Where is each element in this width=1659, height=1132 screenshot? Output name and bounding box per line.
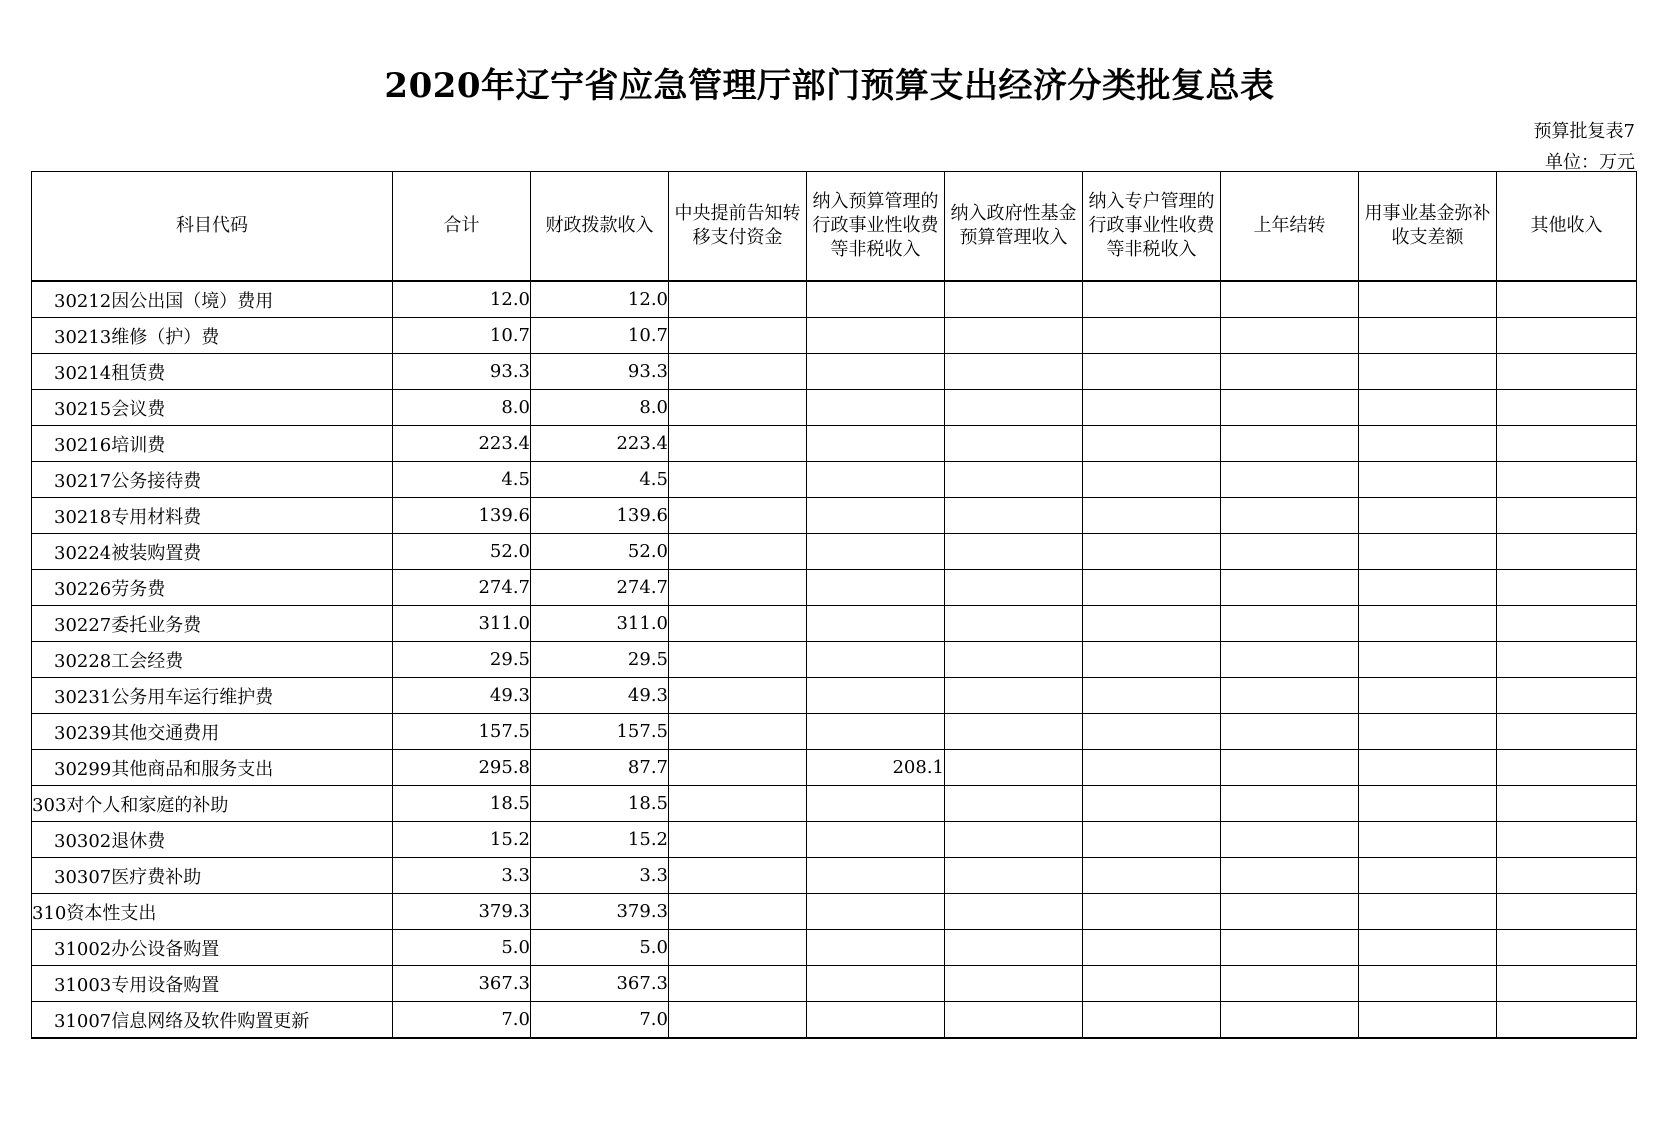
table-row [32, 390, 1637, 426]
row-value-cell [1221, 281, 1359, 318]
row-value-cell [945, 750, 1083, 786]
row-value-cell [1083, 642, 1221, 678]
row-code-cell: 30299其他商品和服务支出 [32, 750, 393, 786]
row-value-cell [669, 534, 807, 570]
column-header-label: 中央提前告知转移支付资金 [674, 203, 801, 248]
row-value-cell [1083, 354, 1221, 390]
row-value-cell [807, 678, 945, 714]
row-value-cell [1083, 714, 1221, 750]
table-row [32, 894, 1637, 930]
row-value-cell [945, 426, 1083, 462]
row-value-cell [669, 822, 807, 858]
row-value-cell: 4.5 [531, 462, 669, 498]
row-value-cell [1221, 786, 1359, 822]
table-row [32, 462, 1637, 498]
row-value-cell [1359, 714, 1497, 750]
row-value-cell [1083, 930, 1221, 966]
row-value-cell [1497, 714, 1637, 750]
row-value-cell [1497, 786, 1637, 822]
table-row [32, 786, 1637, 822]
row-value-cell: 93.3 [393, 354, 531, 390]
row-value-cell [669, 498, 807, 534]
column-header-gov-fund [945, 172, 1083, 282]
row-value-cell [807, 390, 945, 426]
row-value-cell [1497, 930, 1637, 966]
row-value-cell [669, 462, 807, 498]
column-header-total [393, 172, 531, 282]
row-value-cell: 139.6 [393, 498, 531, 534]
row-value-cell: 274.7 [531, 570, 669, 606]
row-code-cell: 30214租赁费 [32, 354, 393, 390]
row-value-cell [807, 894, 945, 930]
row-value-cell: 8.0 [531, 390, 669, 426]
row-value-cell [1359, 858, 1497, 894]
row-value-cell [1083, 678, 1221, 714]
row-value-cell [1359, 678, 1497, 714]
column-header-fiscal-allocation [531, 172, 669, 282]
row-value-cell [669, 354, 807, 390]
row-value-cell: 223.4 [393, 426, 531, 462]
table-row [32, 966, 1637, 1002]
row-value-cell [1359, 426, 1497, 462]
row-value-cell [807, 462, 945, 498]
table-row [32, 426, 1637, 462]
row-code-cell: 30227委托业务费 [32, 606, 393, 642]
column-header-label: 纳入政府性基金预算管理收入 [950, 203, 1077, 248]
row-value-cell [1221, 426, 1359, 462]
row-code-cell: 30302退休费 [32, 822, 393, 858]
row-value-cell [669, 642, 807, 678]
row-value-cell [1497, 894, 1637, 930]
row-value-cell [807, 822, 945, 858]
row-code-cell: 30239其他交通费用 [32, 714, 393, 750]
column-header-label: 纳入专户管理的行政事业性收费等非税收入 [1088, 191, 1215, 260]
row-value-cell [945, 498, 1083, 534]
row-value-cell: 18.5 [393, 786, 531, 822]
row-value-cell [1083, 894, 1221, 930]
row-value-cell [807, 281, 945, 318]
row-value-cell [669, 281, 807, 318]
row-value-cell [1497, 606, 1637, 642]
row-value-cell: 52.0 [531, 534, 669, 570]
table-row [32, 606, 1637, 642]
unit-label: 单位：万元 [1545, 152, 1635, 173]
row-value-cell [669, 678, 807, 714]
row-value-cell: 379.3 [393, 894, 531, 930]
table-row [32, 534, 1637, 570]
row-value-cell [1497, 570, 1637, 606]
row-value-cell [1083, 1002, 1221, 1039]
row-code-cell: 310资本性支出 [32, 894, 393, 930]
row-value-cell: 52.0 [393, 534, 531, 570]
row-value-cell [1359, 534, 1497, 570]
row-value-cell: 223.4 [531, 426, 669, 462]
form-label: 预算批复表7 [1533, 121, 1635, 142]
row-value-cell: 15.2 [531, 822, 669, 858]
row-value-cell: 29.5 [531, 642, 669, 678]
table-body [32, 281, 1637, 1038]
row-value-cell [1083, 786, 1221, 822]
row-value-cell [945, 786, 1083, 822]
row-value-cell: 7.0 [531, 1002, 669, 1039]
row-value-cell [1497, 318, 1637, 354]
row-value-cell [1359, 354, 1497, 390]
row-value-cell [1497, 822, 1637, 858]
row-value-cell [1221, 822, 1359, 858]
row-value-cell [945, 354, 1083, 390]
row-value-cell [669, 570, 807, 606]
row-value-cell [807, 570, 945, 606]
row-value-cell [1359, 390, 1497, 426]
row-value-cell [807, 498, 945, 534]
row-value-cell: 87.7 [531, 750, 669, 786]
row-value-cell [1221, 930, 1359, 966]
column-header-label: 财政拨款收入 [545, 215, 654, 236]
column-header-central-transfer [669, 172, 807, 282]
row-value-cell [945, 281, 1083, 318]
table-row [32, 930, 1637, 966]
row-value-cell: 10.7 [393, 318, 531, 354]
row-code-cell: 30213维修（护）费 [32, 318, 393, 354]
row-value-cell: 7.0 [393, 1002, 531, 1039]
column-header-other-income [1497, 172, 1637, 282]
row-value-cell [1359, 1002, 1497, 1039]
row-value-cell [807, 318, 945, 354]
row-value-cell [1497, 534, 1637, 570]
row-value-cell [669, 894, 807, 930]
row-value-cell [1359, 822, 1497, 858]
row-value-cell [945, 534, 1083, 570]
row-value-cell [1221, 750, 1359, 786]
row-value-cell [669, 858, 807, 894]
row-value-cell [1359, 894, 1497, 930]
row-value-cell [1221, 354, 1359, 390]
table-row [32, 714, 1637, 750]
row-value-cell [945, 894, 1083, 930]
row-value-cell [1497, 390, 1637, 426]
row-value-cell [807, 642, 945, 678]
row-value-cell [1497, 1002, 1637, 1039]
row-value-cell [1359, 750, 1497, 786]
row-value-cell [669, 1002, 807, 1039]
row-value-cell [1083, 822, 1221, 858]
row-value-cell: 49.3 [393, 678, 531, 714]
row-value-cell [1083, 318, 1221, 354]
row-value-cell [1083, 462, 1221, 498]
row-value-cell [1497, 750, 1637, 786]
table-row [32, 822, 1637, 858]
row-value-cell [807, 534, 945, 570]
row-value-cell [669, 714, 807, 750]
budget-table [31, 171, 1637, 1039]
row-code-cell: 31007信息网络及软件购置更新 [32, 1002, 393, 1039]
row-value-cell [945, 570, 1083, 606]
row-value-cell [1083, 606, 1221, 642]
row-value-cell [945, 390, 1083, 426]
row-value-cell: 311.0 [393, 606, 531, 642]
row-code-cell: 30228工会经费 [32, 642, 393, 678]
row-value-cell [1083, 281, 1221, 318]
row-code-cell: 30231公务用车运行维护费 [32, 678, 393, 714]
row-value-cell [1083, 966, 1221, 1002]
page-title: 2020年辽宁省应急管理厅部门预算支出经济分类批复总表 [384, 66, 1275, 106]
row-code-cell: 31002办公设备购置 [32, 930, 393, 966]
row-value-cell [669, 426, 807, 462]
column-header-label: 合计 [443, 215, 480, 236]
row-value-cell [1083, 390, 1221, 426]
row-value-cell [1497, 858, 1637, 894]
row-value-cell [1083, 858, 1221, 894]
column-header-carryover [1221, 172, 1359, 282]
row-value-cell [945, 642, 1083, 678]
row-value-cell: 49.3 [531, 678, 669, 714]
row-value-cell: 93.3 [531, 354, 669, 390]
row-value-cell [669, 750, 807, 786]
column-header-code [32, 172, 393, 282]
row-value-cell: 274.7 [393, 570, 531, 606]
row-value-cell [669, 786, 807, 822]
row-value-cell: 5.0 [531, 930, 669, 966]
row-value-cell [1359, 462, 1497, 498]
row-value-cell [1497, 354, 1637, 390]
row-value-cell [807, 714, 945, 750]
row-value-cell [1221, 642, 1359, 678]
column-header-business-fund [1359, 172, 1497, 282]
row-value-cell [1221, 318, 1359, 354]
row-value-cell [1221, 606, 1359, 642]
row-code-cell: 30215会议费 [32, 390, 393, 426]
row-value-cell [1497, 966, 1637, 1002]
row-value-cell: 18.5 [531, 786, 669, 822]
row-value-cell [945, 462, 1083, 498]
row-value-cell [945, 606, 1083, 642]
row-value-cell [1221, 894, 1359, 930]
row-value-cell [669, 318, 807, 354]
row-value-cell [945, 930, 1083, 966]
row-value-cell [1359, 281, 1497, 318]
row-value-cell: 157.5 [531, 714, 669, 750]
row-value-cell [1221, 462, 1359, 498]
row-code-cell: 303对个人和家庭的补助 [32, 786, 393, 822]
row-value-cell [1083, 534, 1221, 570]
row-value-cell [1221, 858, 1359, 894]
table-row [32, 642, 1637, 678]
row-value-cell [1221, 390, 1359, 426]
row-value-cell [807, 606, 945, 642]
row-value-cell: 139.6 [531, 498, 669, 534]
row-value-cell [945, 714, 1083, 750]
row-value-cell [1083, 498, 1221, 534]
row-value-cell [945, 858, 1083, 894]
table-row [32, 1002, 1637, 1039]
row-value-cell [807, 858, 945, 894]
table-row [32, 750, 1637, 786]
row-value-cell: 311.0 [531, 606, 669, 642]
row-value-cell [1359, 966, 1497, 1002]
row-value-cell: 5.0 [393, 930, 531, 966]
row-value-cell [1221, 678, 1359, 714]
row-value-cell [945, 1002, 1083, 1039]
row-value-cell [669, 930, 807, 966]
row-value-cell [1497, 426, 1637, 462]
row-code-cell: 30212因公出国（境）费用 [32, 281, 393, 318]
row-value-cell [807, 354, 945, 390]
row-value-cell [1221, 966, 1359, 1002]
row-value-cell [1221, 714, 1359, 750]
row-value-cell [807, 426, 945, 462]
row-value-cell: 295.8 [393, 750, 531, 786]
row-value-cell [1083, 570, 1221, 606]
row-value-cell [669, 606, 807, 642]
table-header-row [32, 172, 1637, 282]
row-code-cell: 30224被装购置费 [32, 534, 393, 570]
row-value-cell: 10.7 [531, 318, 669, 354]
row-code-cell: 30218专用材料费 [32, 498, 393, 534]
row-value-cell: 12.0 [531, 281, 669, 318]
row-value-cell [1497, 678, 1637, 714]
row-value-cell [945, 822, 1083, 858]
row-value-cell [669, 966, 807, 1002]
row-code-cell: 30217公务接待费 [32, 462, 393, 498]
row-value-cell [1359, 786, 1497, 822]
row-value-cell: 379.3 [531, 894, 669, 930]
table-row [32, 281, 1637, 318]
row-code-cell: 31003专用设备购置 [32, 966, 393, 1002]
table-row [32, 318, 1637, 354]
table-row [32, 570, 1637, 606]
row-value-cell [669, 390, 807, 426]
row-value-cell: 4.5 [393, 462, 531, 498]
row-value-cell: 208.1 [807, 750, 945, 786]
row-value-cell: 367.3 [531, 966, 669, 1002]
row-value-cell: 15.2 [393, 822, 531, 858]
table-row [32, 858, 1637, 894]
row-value-cell [1359, 606, 1497, 642]
row-value-cell [1083, 426, 1221, 462]
column-header-label: 科目代码 [176, 215, 248, 236]
row-value-cell [945, 678, 1083, 714]
row-code-cell: 30226劳务费 [32, 570, 393, 606]
row-value-cell [1497, 462, 1637, 498]
row-value-cell: 3.3 [531, 858, 669, 894]
row-value-cell [807, 786, 945, 822]
column-header-special-account [1083, 172, 1221, 282]
row-value-cell: 3.3 [393, 858, 531, 894]
row-value-cell [1497, 498, 1637, 534]
row-value-cell [1221, 498, 1359, 534]
row-value-cell: 12.0 [393, 281, 531, 318]
row-value-cell [1497, 642, 1637, 678]
row-code-cell: 30216培训费 [32, 426, 393, 462]
row-value-cell [1359, 498, 1497, 534]
table-row [32, 678, 1637, 714]
row-value-cell [807, 930, 945, 966]
row-value-cell [1221, 1002, 1359, 1039]
row-value-cell: 367.3 [393, 966, 531, 1002]
row-code-cell: 30307医疗费补助 [32, 858, 393, 894]
table-row [32, 498, 1637, 534]
table-row [32, 354, 1637, 390]
row-value-cell [945, 318, 1083, 354]
row-value-cell: 157.5 [393, 714, 531, 750]
row-value-cell [1221, 534, 1359, 570]
row-value-cell [1359, 570, 1497, 606]
row-value-cell [1497, 281, 1637, 318]
row-value-cell [1359, 642, 1497, 678]
row-value-cell [1359, 318, 1497, 354]
column-header-budget-nontax [807, 172, 945, 282]
row-value-cell [1359, 930, 1497, 966]
column-header-label: 用事业基金弥补收支差额 [1364, 203, 1491, 248]
row-value-cell: 8.0 [393, 390, 531, 426]
row-value-cell [807, 1002, 945, 1039]
row-value-cell [1221, 570, 1359, 606]
row-value-cell [807, 966, 945, 1002]
row-value-cell [945, 966, 1083, 1002]
column-header-label: 其他收入 [1530, 215, 1603, 236]
column-header-label: 上年结转 [1253, 215, 1326, 236]
row-value-cell [1083, 750, 1221, 786]
row-value-cell: 29.5 [393, 642, 531, 678]
column-header-label: 纳入预算管理的行政事业性收费等非税收入 [812, 191, 939, 260]
